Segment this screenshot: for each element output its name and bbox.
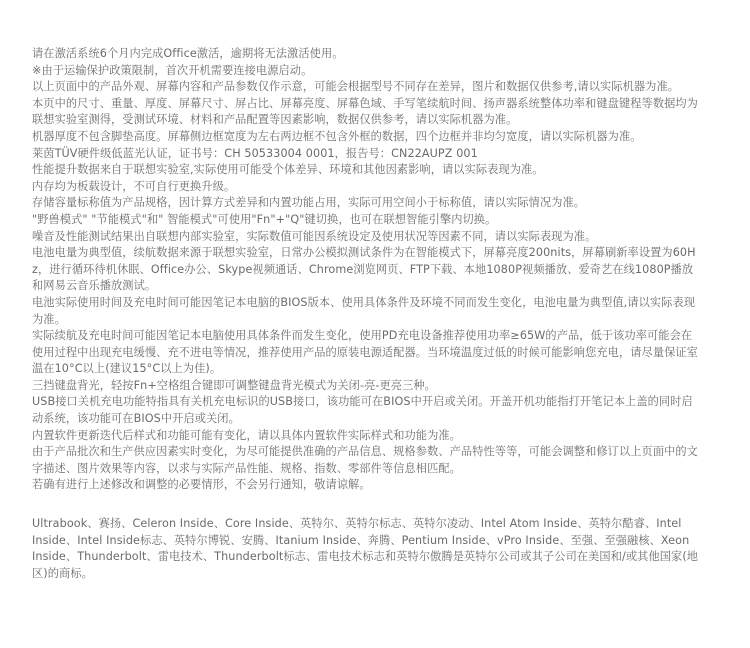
note-battery-time: 电池实际使用时间及充电时间可能因笔记本电脑的BIOS版本、使用具体条件及环境不同而发生变化，电池电量为典型值,请以实际表现为准。 (32, 295, 696, 326)
trademark-text: Ultrabook、赛扬、Celeron Inside、Core Inside、英特尔、英特尔标志、英特尔凌动、Intel Atom Inside、英特尔酷睿、Intel Inside、Intel Inside标志、英特尔博锐、安腾、Itanium Inside、奔腾、Pentium Inside、vPro Inside、至强、至强融核、Xeon Inside、Thunderbolt、雷电技术、Thunderbolt标志、雷电技术标志和英特尔傲腾是英特尔公司或其子公司在美国和/或其他国家(地区)的商标。 (32, 517, 699, 580)
note-thickness: 机器厚度不包含脚垫高度。屏幕侧边框宽度为左右两边框不包含外框的数据，四个边框并非均匀宽度，请以实际机器为准。 (32, 129, 642, 143)
note-noise: 噪音及性能测试结果出自联想内部实验室，实际数值可能因系统设定及使用状况等因素不同，请以实际表现为准。 (32, 229, 597, 243)
note-revision: 由于产品批次和生产供应因素实时变化，为尽可能提供准确的产品信息、规格参数、产品特性等等，可能会调整和修订以上页面中的文字描述、图片效果等内容，以求与实际产品性能、规格、指数、零部件等信息相匹配。 (32, 445, 698, 475)
note-tuv-certification: 莱茵TÜV硬件级低蓝光认证，证书号：CH 50533004 0001，报告号：CN22AUPZ 001 (32, 146, 478, 160)
note-dimensions: 本页中的尺寸、重量、厚度、屏幕尺寸、屏占比、屏幕亮度、屏幕色域、手写笔续航时间、扬声器系统整体功率和键盘键程等数据均为联想实验室测得，受测试环境、材料和产品配置等因素影响，数据仅供参考，请以实际机器为准。 (32, 96, 698, 127)
note-battery-test: 电池电量为典型值，续航数据来源于联想实验室，日常办公模拟测试条件为在智能模式下，屏幕亮度200nits，屏幕刷新率设置为60Hz，进行循环待机休眠、Office办公、Skype视频通话、Chrome浏览网页、FTP下载、本地1080P视频播放、爱奇艺在线1080P播放和网易云音乐播放测试。 (32, 246, 696, 293)
note-office-activation: 请在激活系统6个月内完成Office激活，逾期将无法激活使用。 (32, 47, 344, 60)
note-power-startup: ※由于运输保护政策限制，首次开机需要连接电源启动。 (32, 63, 313, 77)
note-usb: USB接口关机充电功能特指具有关机充电标识的USB接口，该功能可在BIOS中开启或关闭。开盖开机功能指打开笔记本上盖的同时启动系统，该功能可在BIOS中开启或关闭。 (32, 395, 693, 426)
note-modes: "野兽模式" "节能模式"和" 智能模式"可使用"Fn"+"Q"键切换，也可在联想智能引擎内切换。 (32, 212, 497, 226)
note-backlight: 三挡键盘背光，轻按Fn+空格组合键即可调整键盘背光模式为关闭-亮-更亮三种。 (32, 378, 436, 392)
trademark-notice (32, 516, 702, 582)
disclaimer-notes (32, 46, 702, 494)
note-appearance: 以上页面中的产品外观、屏幕内容和产品参数仅作示意，可能会根据型号不同存在差异，图片和数据仅供参考,请以实际机器为准。 (32, 80, 680, 94)
note-no-notice: 若确有进行上述修改和调整的必要情形，不会另行通知，敬请谅解。 (32, 478, 371, 492)
note-charging: 实际续航及充电时间可能因笔记本电脑使用具体条件而发生变化，使用PD充电设备推荐使用功率≥65W的产品，低于该功率可能会在使用过程中出现充电缓慢、充不进电等情况，推荐使用产品的原装电源适配器。当环境温度过低的时候可能影响您充电，请尽量保证室温在10°C以上(建议15°C以上为佳)。 (32, 329, 698, 376)
note-software: 内置软件更新迭代后样式和功能可能有变化，请以具体内置软件实际样式和功能为准。 (32, 428, 461, 442)
note-memory: 内存均为板载设计，不可自行更换升级。 (32, 179, 236, 193)
note-storage: 存储容量标称值为产品规格，因计算方式差异和内置功能占用，实际可用空间小于标称值，请以实际情况为准。 (32, 196, 586, 210)
note-performance: 性能提升数据来自于联想实验室,实际使用可能受个体差异、环境和其他因素影响，请以实际表现为准。 (32, 163, 544, 177)
